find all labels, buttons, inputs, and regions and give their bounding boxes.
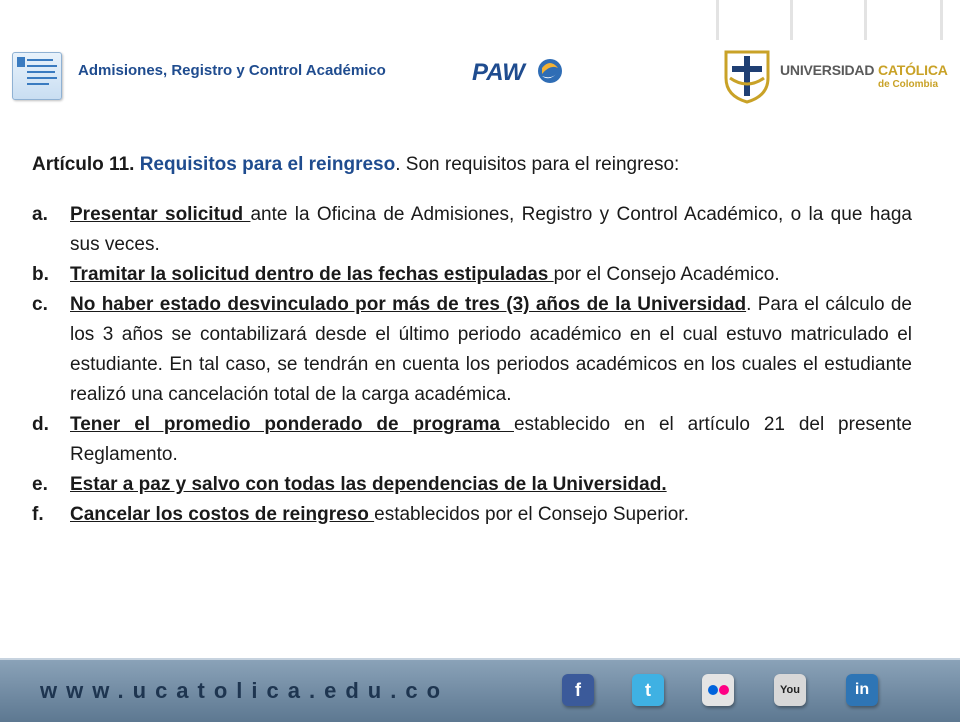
facebook-icon[interactable]: f [562, 674, 594, 706]
article-title: Requisitos para el reingreso [139, 154, 396, 175]
article-intro: . Son requisitos para el reingreso: [395, 154, 680, 175]
paw-logo [472, 56, 564, 86]
list-item: b. Tramitar la solicitud dentro de las fechas estipuladas por el Consejo Académico. [32, 264, 780, 285]
article-heading [32, 150, 912, 180]
admissions-office-logo [12, 52, 62, 100]
university-shield-logo [722, 48, 772, 104]
list-item: a. Presentar solicitud ante la Oficina de Admisiones, Registro y Control Académico, o la que haga sus veces. [32, 204, 912, 255]
requirements-list [32, 200, 912, 530]
linkedin-icon[interactable]: in [846, 674, 878, 706]
article-content [32, 150, 912, 530]
footer-url-link[interactable]: www.ucatolica.edu.co [40, 678, 450, 703]
list-item: f. Cancelar los costos de reingreso establecidos por el Consejo Superior. [32, 504, 689, 525]
article-number: Artículo 11. [32, 154, 135, 175]
flickr-icon[interactable] [702, 674, 734, 706]
youtube-icon[interactable]: You [774, 674, 806, 706]
top-decoration [0, 0, 960, 40]
header [0, 44, 960, 114]
list-item: e. Estar a paz y salvo con todas las dependencias de la Universidad. [32, 474, 667, 495]
university-subtitle: de Colombia [878, 79, 939, 90]
twitter-icon[interactable]: t [632, 674, 664, 706]
list-item: d. Tener el promedio ponderado de programa establecido en el artículo 21 del presente Reglamento. [32, 414, 913, 465]
department-title: Admisiones, Registro y Control Académico [78, 62, 386, 79]
footer [0, 658, 960, 722]
university-name: UNIVERSIDAD CATÓLICA [780, 62, 948, 78]
svg-text:PAW: PAW [472, 59, 525, 86]
list-item: c. No haber estado desvinculado por más de tres (3) años de la Universidad. Para el cálculo de los 3 años se contabilizará desde el último periodo académico en el cual estuvo matriculado el estudiante. En tal caso, se tendrán en cuenta los periodos académicos en los cuales el estudiante realizó una cancelación total de la carga académica. [32, 294, 912, 405]
